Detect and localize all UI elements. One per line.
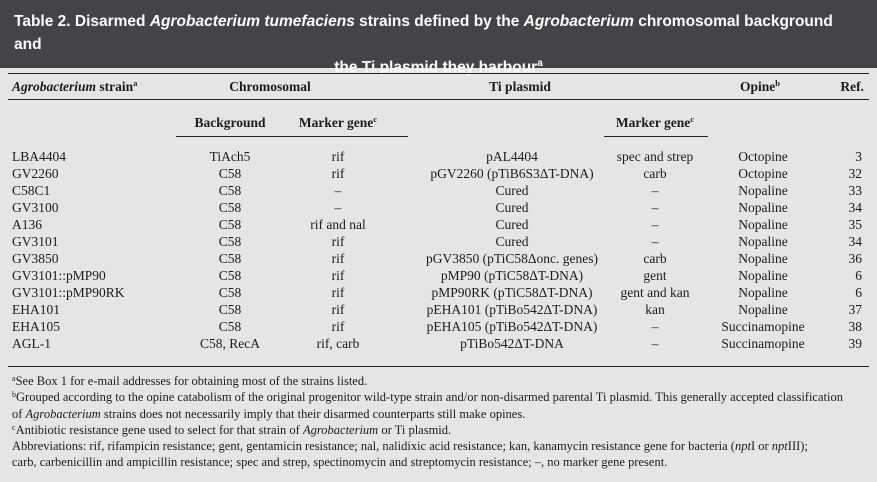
table-row [0,250,877,267]
cell-ti-marker: carb [643,251,667,266]
cell-background: C58, RecA [200,336,260,351]
cell-marker: – [334,183,342,198]
header-opine: Opine$^b$ [740,78,780,94]
cell-ti-marker: – [651,319,659,334]
cell-opine: Succinamopine [721,319,805,334]
cell-opine: Nopaline [738,251,788,266]
cell-ti-plasmid: Cured [495,183,529,198]
cell-strain: EHA101 [12,302,60,317]
cell-background: C58 [218,285,242,300]
top-rule [8,73,869,74]
table-row [0,301,877,318]
cell-opine: Nopaline [738,234,788,249]
cell-marker: rif [331,285,345,300]
title-line-2: the Ti plasmid they harbour$^a$ [334,58,543,76]
cell-ti-plasmid: pEHA105 (pTiBo542ΔT-DNA) [426,319,598,334]
cell-ti-marker: spec and strep [616,149,694,164]
cell-strain: C58C1 [12,183,51,198]
cell-ti-plasmid: pMP90RK (pTiC58ΔT-DNA) [431,285,593,300]
cell-ref: 36 [848,251,862,266]
footnotes [12,373,872,471]
cell-ref: 6 [855,268,862,283]
cell-ti-marker: gent [643,268,667,283]
cell-ref: 39 [848,336,862,351]
cell-strain: GV2260 [12,166,59,181]
cell-ti-plasmid: pAL4404 [486,149,538,164]
cell-ref: 38 [848,319,862,334]
cell-background: C58 [218,183,242,198]
cell-background: TiAch5 [209,149,251,164]
cell-opine: Nopaline [738,183,788,198]
cell-strain: GV3100 [12,200,59,215]
table-row [0,165,877,182]
header-ti-marker-gene: Marker gene$^c$ [615,114,695,130]
cell-ti-marker: – [651,200,659,215]
header-rule [8,99,869,100]
cell-background: C58 [218,166,242,181]
cell-marker: rif [331,268,345,283]
cell-strain: GV3101::pMP90 [12,268,106,283]
cell-ref: 32 [848,166,862,181]
table-row [0,233,877,250]
cell-strain: GV3101::pMP90RK [12,285,125,300]
footnote-abbreviations-cont: carb, carbenicillin and ampicillin resistance; spec and strep, spectinomycin and streptomycin resistance; –, no marker gene present. [12,455,668,470]
cell-ti-marker: carb [643,166,667,181]
table-row [0,335,877,352]
cell-marker: rif [331,166,345,181]
table-title [0,0,877,76]
table-row [0,182,877,199]
cell-ref: 6 [855,285,862,300]
cell-marker: – [334,200,342,215]
cell-ti-marker: – [651,217,659,232]
footnote-c: $^c$Antibiotic resistance gene used to select for that strain of Agrobacterium or Ti plasmid. [12,422,452,437]
cell-background: C58 [218,234,242,249]
cell-ti-marker: – [651,336,659,351]
footnote-b-cont: of Agrobacterium strains does not necessarily imply that their disarmed counterparts still make opines. [12,406,526,421]
cell-background: C58 [218,268,242,283]
cell-opine: Nopaline [738,200,788,215]
cell-background: C58 [218,302,242,317]
header-marker-gene: Marker gene$^c$ [298,114,378,130]
cell-marker: rif [331,302,345,317]
header-ti-plasmid: Ti plasmid [489,79,551,94]
footnote-a: $^a$See Box 1 for e-mail addresses for obtaining most of the strains listed. [12,374,368,388]
cell-strain: EHA105 [12,319,60,334]
table-row [0,199,877,216]
table-row [0,267,877,284]
header-chromosomal: Chromosomal [229,79,311,94]
cell-ti-plasmid: pMP90 (pTiC58ΔT-DNA) [440,268,584,283]
title-line-1: Table 2. Disarmed Agrobacterium tumefaciens strains defined by the Agrobacterium chromosomal background and [14,13,833,53]
cell-ref: 3 [855,149,862,164]
cell-marker: rif, carb [316,336,360,351]
cell-strain: LBA4404 [12,149,66,164]
cell-marker: rif [331,319,345,334]
chromosomal-underline [176,136,408,137]
cell-ti-plasmid: Cured [495,200,529,215]
footnote-abbreviations: Abbreviations: rif, rifampicin resistance; gent, gentamicin resistance; nal, nalidixic acid resistance; kan, kanamycin resistance gene for bacteria (nptI or nptIII); [12,439,808,454]
ti-marker-underline [604,136,708,137]
header-ref: Ref. [840,79,864,94]
cell-opine: Octopine [738,166,788,181]
cell-ti-plasmid: pTiBo542ΔT-DNA [460,336,564,351]
cell-strain: GV3101 [12,234,59,249]
header-strain: Agrobacterium strain$^a$ [12,78,138,94]
cell-ti-marker: – [651,234,659,249]
cell-marker: rif and nal [310,217,366,232]
cell-ti-plasmid: pGV3850 (pTiC58Δonc. genes) [425,251,599,266]
cell-background: C58 [218,319,242,334]
cell-ref: 37 [848,302,862,317]
cell-marker: rif [331,251,345,266]
cell-strain: AGL-1 [12,336,51,351]
cell-ti-marker: gent and kan [620,285,690,300]
cell-ti-plasmid: Cured [495,217,529,232]
cell-strain: A136 [12,217,42,232]
cell-ti-plasmid: pEHA101 (pTiBo542ΔT-DNA) [426,302,598,317]
cell-ti-marker: – [651,183,659,198]
cell-opine: Octopine [738,149,788,164]
bottom-rule [8,366,869,367]
cell-opine: Nopaline [738,217,788,232]
cell-ref: 35 [848,217,862,232]
cell-ti-plasmid: pGV2260 (pTiB6S3ΔT-DNA) [430,166,594,181]
cell-marker: rif [331,149,345,164]
cell-ref: 34 [848,200,862,215]
cell-ref: 33 [848,183,862,198]
cell-opine: Succinamopine [721,336,805,351]
cell-strain: GV3850 [12,251,59,266]
cell-opine: Nopaline [738,268,788,283]
table-row [0,148,877,165]
cell-ti-plasmid: Cured [495,234,529,249]
cell-opine: Nopaline [738,285,788,300]
table-row [0,216,877,233]
table-row [0,284,877,301]
cell-ti-marker: kan [645,302,665,317]
cell-background: C58 [218,251,242,266]
footnote-b: $^b$Grouped according to the opine catabolism of the original progenitor wild-type strain and/or non-disarmed parental Ti plasmid. This generally accepted classification [12,390,843,405]
cell-background: C58 [218,200,242,215]
cell-opine: Nopaline [738,302,788,317]
cell-ref: 34 [848,234,862,249]
cell-marker: rif [331,234,345,249]
cell-background: C58 [218,217,242,232]
table-row [0,318,877,335]
header-background: Background [194,115,266,130]
